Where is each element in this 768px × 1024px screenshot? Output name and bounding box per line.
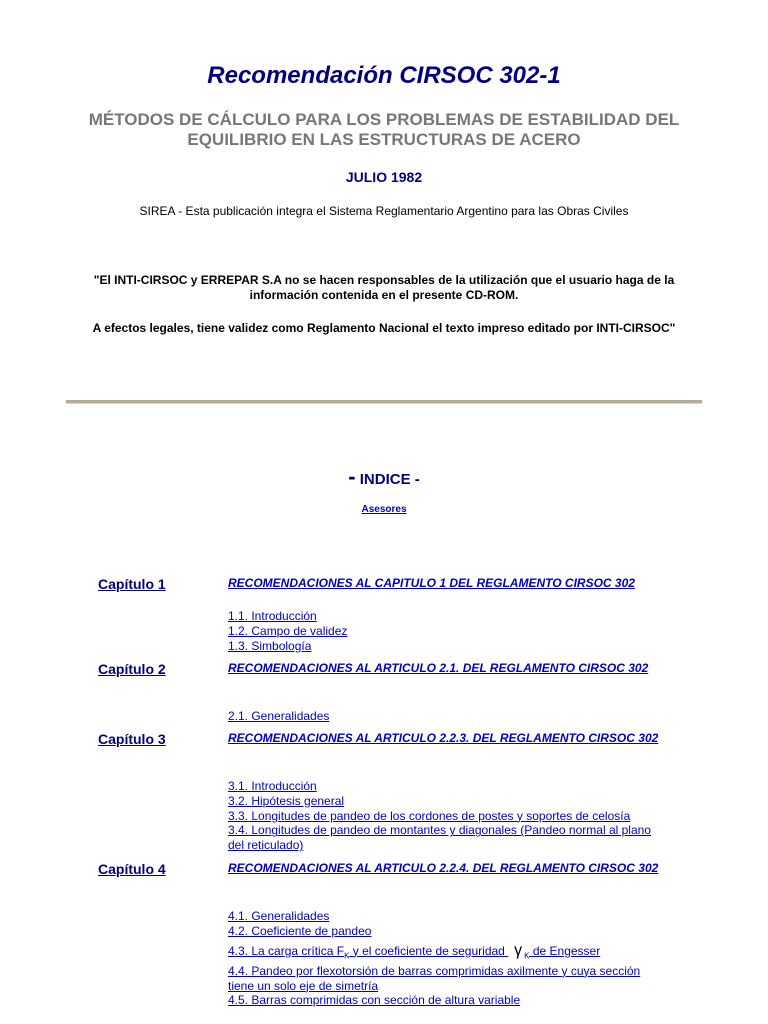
chapter-2-heading-link[interactable]: RECOMENDACIONES AL ARTICULO 2.1. DEL REGLAMENTO CIRSOC 302 — [228, 661, 649, 675]
index-title-text: INDICE - — [359, 471, 420, 488]
document-date: JULIO 1982 — [345, 169, 423, 185]
chapter-4-heading-link[interactable]: RECOMENDACIONES AL ARTICULO 2.2.4. DEL REGLAMENTO CIRSOC 302 — [228, 861, 659, 875]
section-link[interactable]: 3.1. Introducción — [228, 779, 317, 793]
section-link[interactable]: 4.1. Generalidades — [228, 909, 330, 923]
chapter-1-items — [228, 609, 668, 653]
section-link[interactable]: 1.2. Campo de validez — [228, 623, 348, 638]
chapter-1-heading-link[interactable]: RECOMENDACIONES AL CAPITULO 1 DEL REGLAMENTO CIRSOC 302 — [228, 576, 635, 590]
chapter-2-link[interactable]: Capítulo 2 — [98, 661, 166, 677]
gamma-symbol-icon: γ — [514, 941, 523, 959]
section-link[interactable]: 2.1. Generalidades — [228, 709, 330, 723]
disclaimer-responsibility: "El INTI-CIRSOC y ERREPAR S.A no se hacen responsables de la utilización que el usuario haga de la información contenida en el presente CD-ROM. — [93, 273, 675, 302]
section-link[interactable]: 4.4. Pandeo por flexotorsión de barras comprimidas axilmente y cuya sección tiene un solo eje de simetría — [228, 963, 641, 993]
item-43-after: de Engesser — [529, 943, 601, 958]
chapter-4-link[interactable]: Capítulo 4 — [98, 861, 166, 877]
document-title: Recomendación CIRSOC 302-1 — [207, 62, 561, 89]
index-dash: - — [348, 464, 356, 489]
item-43-sub-k2: K — [524, 950, 530, 960]
item-43-sub-k: K — [344, 950, 350, 960]
section-divider — [66, 400, 702, 404]
chapter-3-items — [228, 779, 668, 853]
index-title — [0, 464, 768, 490]
disclaimer-legal: A efectos legales, tiene validez como Reglamento Nacional el texto impreso editado por INTI-CIRSOC" — [92, 321, 676, 335]
chapter-3-heading-link[interactable]: RECOMENDACIONES AL ARTICULO 2.2.3. DEL REGLAMENTO CIRSOC 302 — [228, 731, 659, 745]
section-link[interactable]: 4.2. Coeficiente de pandeo — [228, 923, 372, 938]
section-link[interactable]: 3.4. Longitudes de pandeo de montantes y diagonales (Pandeo normal al plano del reticulado) — [228, 823, 651, 853]
advisors-link[interactable]: Asesores — [361, 504, 407, 515]
item-43-before: 4.3. La carga crítica F — [228, 943, 345, 958]
chapter-4-items — [228, 909, 668, 1008]
item-43-middle: y el coeficiente de seguridad — [349, 943, 509, 958]
chapter-2-items — [228, 709, 668, 724]
sirea-note: SIREA - Esta publicación integra el Sistema Reglamentario Argentino para las Obras Civiles — [139, 204, 629, 218]
section-link[interactable]: 3.3. Longitudes de pandeo de los cordones de postes y soportes de celosía — [228, 808, 631, 823]
document-subtitle: MÉTODOS DE CÁLCULO PARA LOS PROBLEMAS DE ESTABILIDAD DEL EQUILIBRIO EN LAS ESTRUCTURAS DE ACERO — [88, 110, 680, 149]
chapter-3-link[interactable]: Capítulo 3 — [98, 731, 166, 747]
section-link[interactable]: 3.2. Hipótesis general — [228, 793, 345, 808]
section-link-critical-load[interactable] — [228, 941, 668, 964]
section-link[interactable]: 1.3. Simbología — [228, 638, 312, 653]
section-link[interactable]: 4.5. Barras comprimidas con sección de altura variable — [228, 993, 521, 1008]
section-link[interactable]: 1.1. Introducción — [228, 609, 317, 623]
chapter-1-link[interactable]: Capítulo 1 — [98, 576, 166, 592]
